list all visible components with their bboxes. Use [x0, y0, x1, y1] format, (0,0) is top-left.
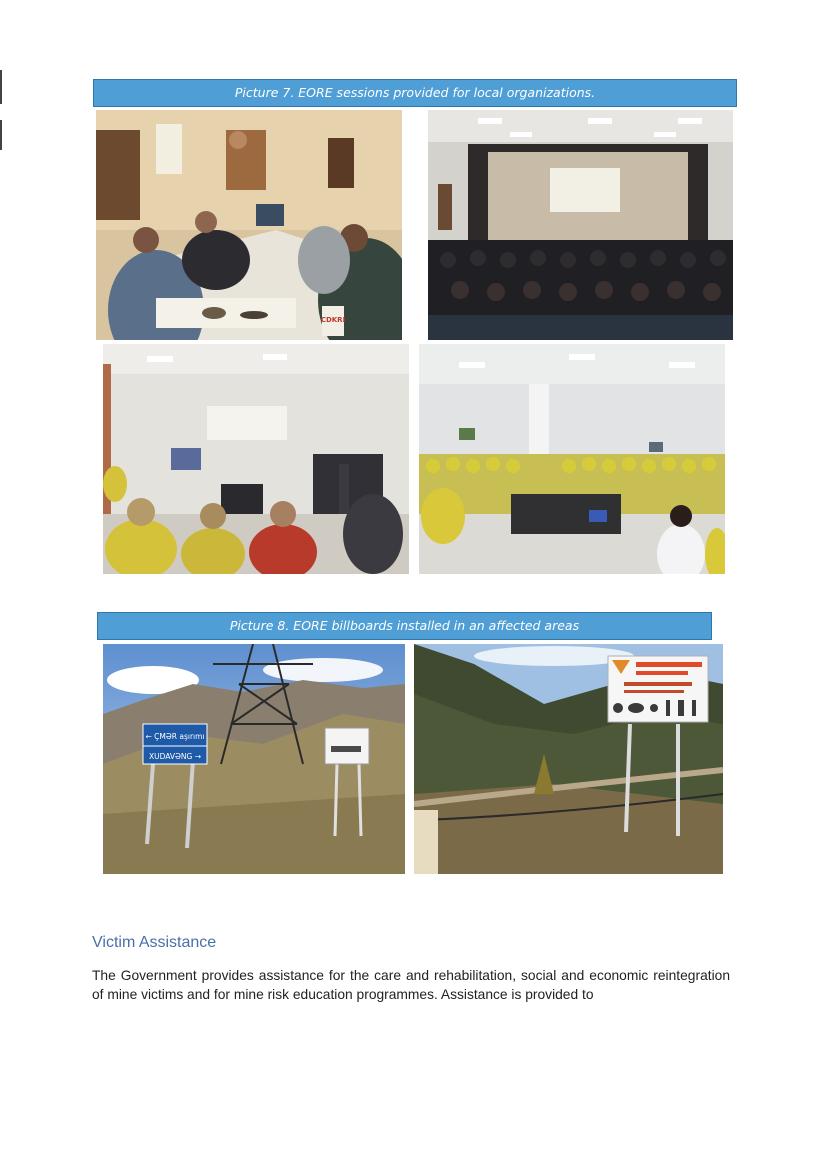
photo-meeting-table — [96, 110, 402, 340]
photo-auditorium — [428, 110, 733, 340]
scan-mark — [0, 120, 2, 150]
photo-road-sign-billboard — [103, 644, 405, 874]
picture-8-caption: Picture 8. EORE billboards installed in an affected areas — [97, 612, 712, 640]
section-heading: Victim Assistance — [92, 934, 217, 951]
road-sign-line2: XUDAVƏNG → — [148, 752, 202, 761]
photo-mountain-billboard — [414, 644, 723, 874]
picture-7-caption: Picture 7. EORE sessions provided for local organizations. — [93, 79, 737, 107]
road-sign-line1: ← ÇMƏR aşırımı — [145, 732, 205, 741]
meeting-table-sign-text: CDKRI — [320, 316, 346, 324]
photo-large-hall — [419, 344, 725, 574]
photo-workers-session — [103, 344, 409, 574]
section-paragraph: The Government provides assistance for the care and rehabilitation, social and economic reintegration of mine victims and for mine risk education programmes. Assistance is provided to — [92, 968, 730, 1002]
scan-mark — [0, 70, 2, 104]
